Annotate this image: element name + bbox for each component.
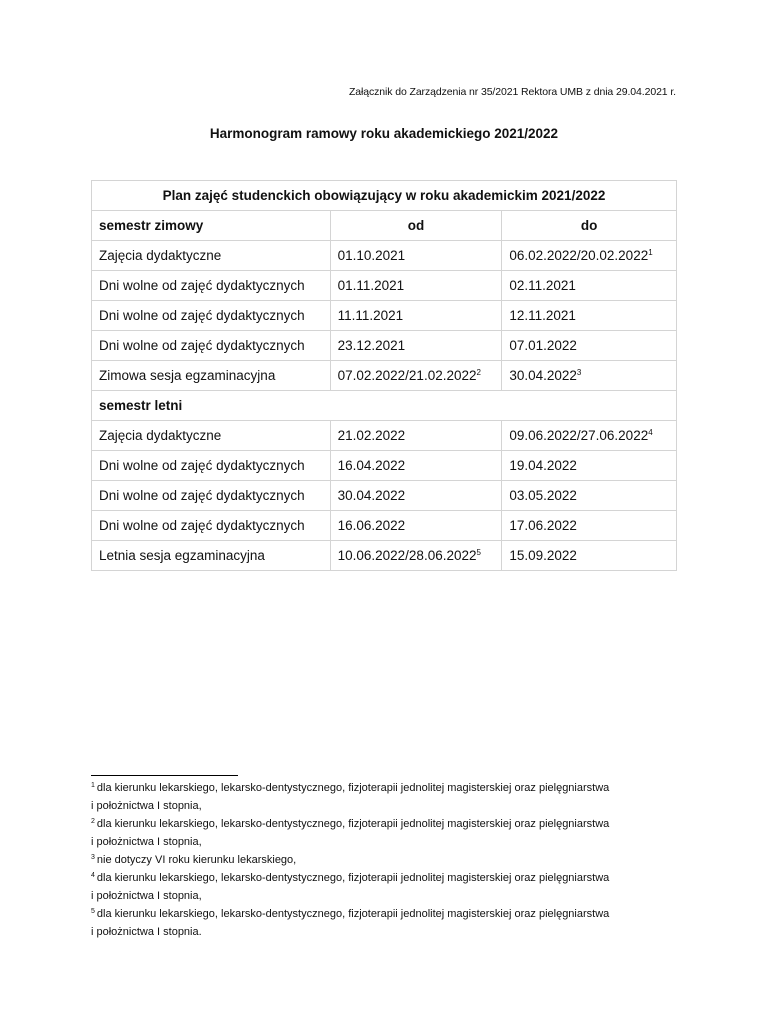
document-title: Harmonogram ramowy roku akademickiego 2021/2022 [209, 126, 559, 141]
to-date: 12.11.2021 [509, 308, 576, 323]
from-date-cell [330, 511, 502, 541]
to-date: 03.05.2022 [509, 488, 577, 503]
footnote-marker: 2 [476, 368, 481, 377]
period-label: Dni wolne od zajęć dydaktycznych [92, 301, 331, 331]
from-date: 07.02.2022/21.02.2022 [337, 368, 477, 383]
from-date-cell [330, 361, 502, 391]
footnote-marker: 4 [648, 428, 653, 437]
footnote-number: 1 [91, 782, 95, 789]
table-row [92, 271, 677, 301]
table-row [92, 421, 677, 451]
period-label: Dni wolne od zajęć dydaktycznych [92, 271, 331, 301]
footnote-number: 3 [91, 854, 95, 861]
table-row [92, 541, 677, 571]
period-label: Zajęcia dydaktyczne [92, 241, 331, 271]
table-row [92, 241, 677, 271]
footnote-marker: 3 [576, 368, 582, 377]
to-date-cell [502, 481, 677, 511]
to-date: 07.01.2022 [509, 338, 577, 353]
footnote-divider [91, 775, 238, 776]
winter-semester-heading: semestr zimowy [92, 211, 331, 241]
from-date-cell [330, 421, 502, 451]
from-date: 16.06.2022 [337, 518, 406, 533]
from-date: 10.06.2022/28.06.2022 [337, 548, 477, 563]
to-date: 09.06.2022/27.06.2022 [509, 428, 649, 443]
to-date-cell [502, 301, 677, 331]
table-row [92, 451, 677, 481]
to-date-cell [502, 271, 677, 301]
period-label: Letnia sesja egzaminacyjna [92, 541, 331, 571]
footnote-number: 4 [91, 872, 95, 879]
to-date: 15.09.2022 [509, 548, 577, 563]
to-date-cell [502, 361, 677, 391]
from-date-cell [330, 271, 502, 301]
from-date: 01.11.2021 [337, 278, 405, 293]
to-date: 17.06.2022 [509, 518, 577, 533]
from-date-cell [330, 241, 502, 271]
winter-header-row [92, 211, 677, 241]
to-date-cell [502, 421, 677, 451]
period-label: Dni wolne od zajęć dydaktycznych [92, 481, 331, 511]
footnote-text: dla kierunku lekarskiego, lekarsko-dentystycznego, fizjoterapii jednolitej magisterskiej oraz pielęgniarstwa i położnictwa I stopnia. [91, 908, 610, 938]
footnote-marker: 1 [648, 248, 653, 257]
attachment-note: Załącznik do Zarządzenia nr 35/2021 Rektora UMB z dnia 29.04.2021 r. [348, 86, 676, 98]
footnote-text: dla kierunku lekarskiego, lekarsko-dentystycznego, fizjoterapii jednolitej magisterskiej oraz pielęgniarstwa i położnictwa I stopnia, [91, 782, 610, 812]
period-label: Zajęcia dydaktyczne [92, 421, 331, 451]
footnotes [91, 779, 691, 941]
from-date: 11.11.2021 [337, 308, 404, 323]
from-date-cell [330, 301, 502, 331]
footnote [91, 869, 691, 905]
table-row [92, 331, 677, 361]
table-row [92, 301, 677, 331]
from-date: 30.04.2022 [337, 488, 406, 503]
from-date: 16.04.2022 [337, 458, 406, 473]
winter-rows [92, 241, 677, 391]
table-title-row [92, 181, 677, 211]
to-date-cell [502, 541, 677, 571]
column-header-from: od [330, 211, 502, 241]
footnote [91, 815, 691, 851]
column-header-to: do [502, 211, 677, 241]
table-row [92, 511, 677, 541]
footnote-number: 2 [91, 818, 95, 825]
footnote-text: nie dotyczy VI roku kierunku lekarskiego, [96, 854, 297, 866]
to-date: 30.04.2022 [509, 368, 577, 383]
footnote-marker: 5 [476, 548, 481, 557]
to-date: 02.11.2021 [509, 278, 576, 293]
from-date-cell [330, 541, 502, 571]
to-date-cell [502, 511, 677, 541]
table-title: Plan zajęć studenckich obowiązujący w roku akademickim 2021/2022 [92, 181, 677, 211]
from-date: 01.10.2021 [337, 248, 406, 263]
footnote-number: 5 [91, 908, 95, 915]
period-label: Dni wolne od zajęć dydaktycznych [92, 511, 331, 541]
period-label: Zimowa sesja egzaminacyjna [92, 361, 331, 391]
schedule-table [91, 180, 677, 571]
summer-semester-heading: semestr letni [92, 391, 677, 421]
footnote [91, 779, 691, 815]
table-row [92, 481, 677, 511]
from-date-cell [330, 331, 502, 361]
footnote-text: dla kierunku lekarskiego, lekarsko-dentystycznego, fizjoterapii jednolitej magisterskiej oraz pielęgniarstwa i położnictwa I stopnia, [91, 872, 610, 902]
summer-rows [92, 421, 677, 571]
period-label: Dni wolne od zajęć dydaktycznych [92, 331, 331, 361]
footnote-text: dla kierunku lekarskiego, lekarsko-dentystycznego, fizjoterapii jednolitej magisterskiej oraz pielęgniarstwa i położnictwa I stopnia, [91, 818, 610, 848]
from-date-cell [330, 451, 502, 481]
period-label: Dni wolne od zajęć dydaktycznych [92, 451, 331, 481]
footnote [91, 851, 691, 869]
to-date-cell [502, 451, 677, 481]
from-date-cell [330, 481, 502, 511]
to-date: 19.04.2022 [509, 458, 577, 473]
to-date-cell [502, 331, 677, 361]
summer-header-row [92, 391, 677, 421]
to-date-cell [502, 241, 677, 271]
footnote [91, 905, 691, 941]
table-row [92, 361, 677, 391]
from-date: 23.12.2021 [337, 338, 406, 353]
to-date: 06.02.2022/20.02.2022 [509, 248, 649, 263]
from-date: 21.02.2022 [337, 428, 406, 443]
